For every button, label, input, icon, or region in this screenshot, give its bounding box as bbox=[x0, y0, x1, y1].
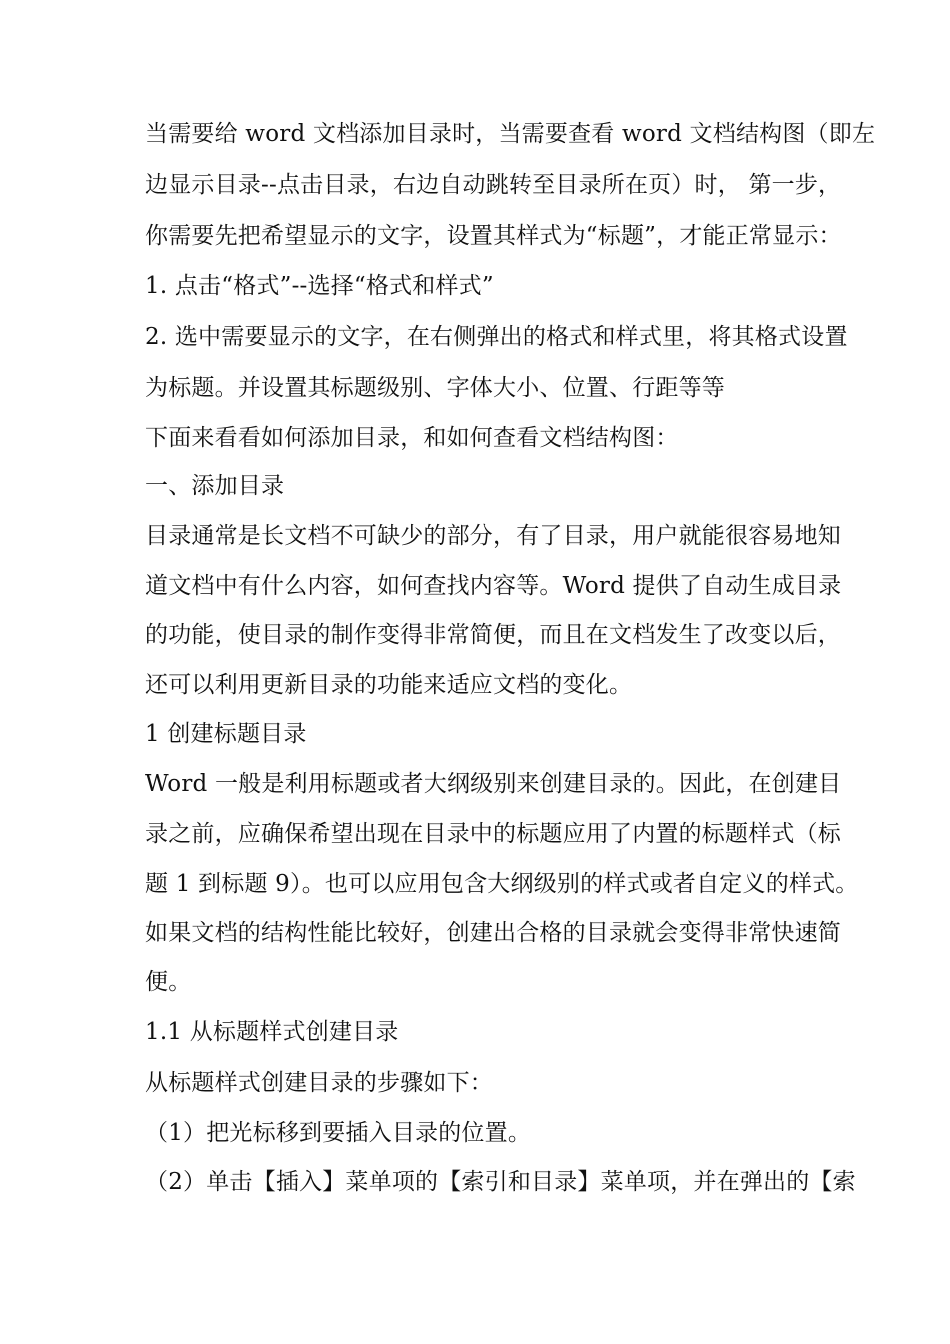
paragraph-line: 目录通常是长文档不可缺少的部分，有了目录，用户就能很容易地知 bbox=[145, 523, 841, 549]
step-line: （2）单击【插入】菜单项的【索引和目录】菜单项，并在弹出的【索 bbox=[145, 1169, 856, 1195]
paragraph-line: 下面来看看如何添加目录，和如何查看文档结构图： bbox=[145, 425, 679, 451]
paragraph-line: 如果文档的结构性能比较好，创建出合格的目录就会变得非常快速简 bbox=[145, 920, 841, 946]
paragraph-line: 录之前，应确保希望出现在目录中的标题应用了内置的标题样式（标 bbox=[145, 821, 841, 847]
paragraph-line: 边显示目录--点击目录，右边自动跳转至目录所在页）时， 第一步， bbox=[145, 172, 842, 198]
paragraph-line: 便。 bbox=[145, 969, 192, 995]
paragraph-line: 从标题样式创建目录的步骤如下： bbox=[145, 1070, 493, 1096]
subsection-heading: 1 创建标题目录 bbox=[145, 721, 307, 747]
paragraph-line: 还可以利用更新目录的功能来适应文档的变化。 bbox=[145, 672, 633, 698]
paragraph-line: 当需要给 word 文档添加目录时，当需要查看 word 文档结构图（即左 bbox=[145, 121, 876, 147]
paragraph-line: 为标题。并设置其标题级别、字体大小、位置、行距等等 bbox=[145, 375, 725, 401]
section-heading: 一、添加目录 bbox=[145, 473, 285, 499]
list-item-line: 2. 选中需要显示的文字，在右侧弹出的格式和样式里，将其格式设置 bbox=[145, 324, 848, 350]
paragraph-line: Word 一般是利用标题或者大纲级别来创建目录的。因此，在创建目 bbox=[145, 771, 842, 797]
paragraph-line: 题 1 到标题 9）。也可以应用包含大纲级别的样式或者自定义的样式。 bbox=[145, 871, 859, 897]
paragraph-line: 的功能，使目录的制作变得非常简便，而且在文档发生了改变以后， bbox=[145, 622, 841, 648]
list-item-line: 1. 点击“格式”--选择“格式和样式” bbox=[145, 273, 494, 299]
step-line: （1）把光标移到要插入目录的位置。 bbox=[145, 1120, 532, 1146]
paragraph-line: 你需要先把希望显示的文字，设置其样式为“标题”，才能正常显示： bbox=[145, 223, 842, 249]
paragraph-line: 道文档中有什么内容，如何查找内容等。Word 提供了自动生成目录 bbox=[145, 573, 842, 599]
subsection-heading: 1.1 从标题样式创建目录 bbox=[145, 1019, 399, 1045]
